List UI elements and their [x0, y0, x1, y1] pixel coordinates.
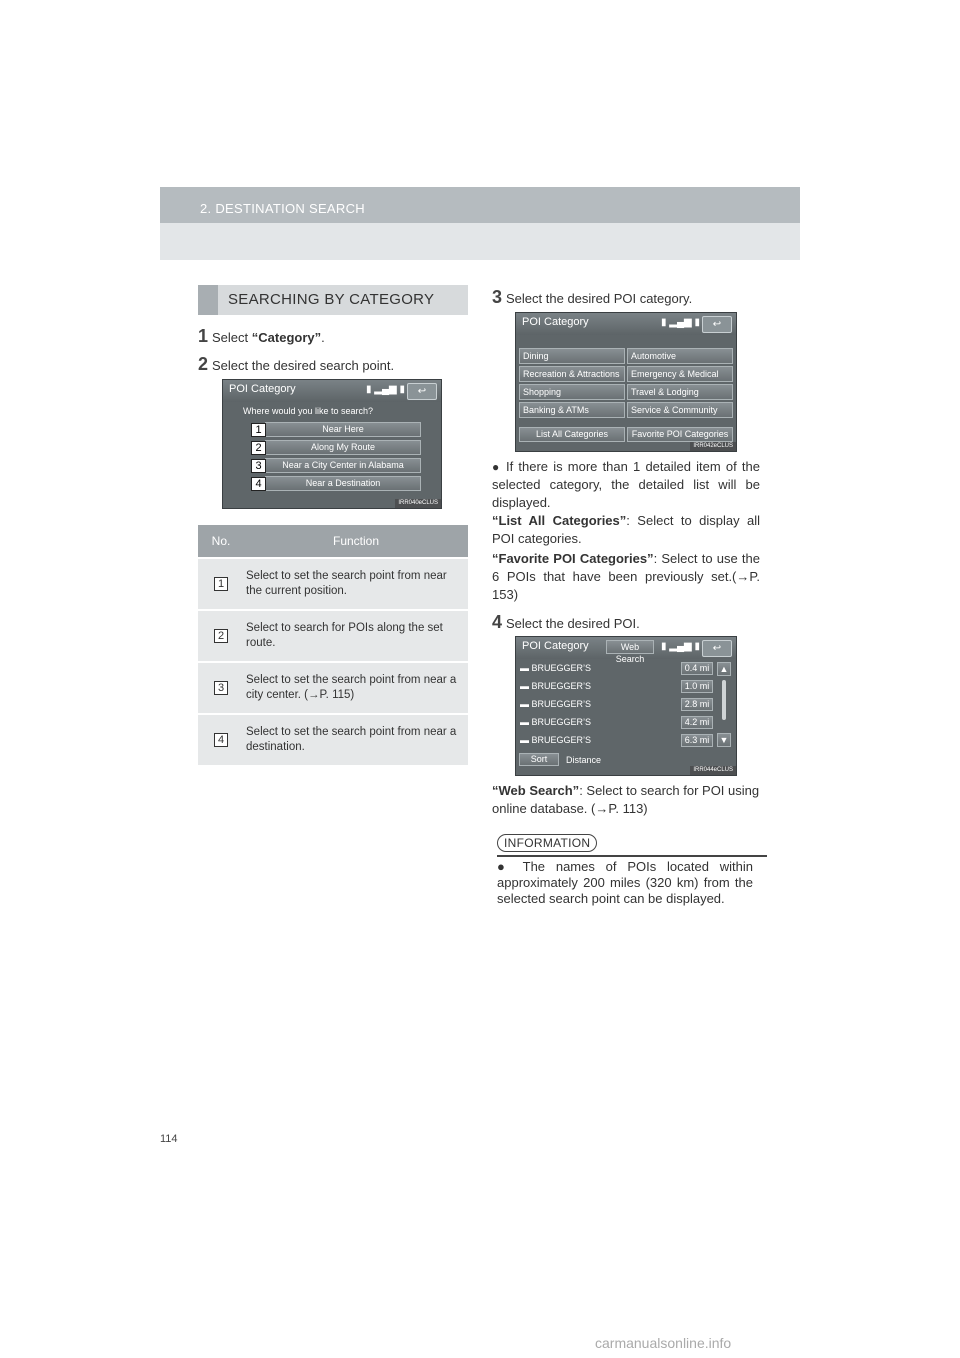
back-icon: ↩	[702, 316, 732, 333]
table-cell-function: Select to set the search point from near a city center. (→P. 115)	[244, 662, 468, 714]
category-banking: Banking & ATMs	[519, 402, 625, 418]
poi-icon: ▬	[520, 663, 529, 673]
header-section-title: 2. DESTINATION SEARCH	[200, 201, 365, 216]
poi-name: BRUEGGER’S	[531, 699, 592, 709]
screenshot-poi-categories	[515, 312, 737, 452]
callout-4: 4	[251, 477, 266, 491]
note-text: : Select to search for POI using online database. (→P. 113)	[492, 783, 760, 816]
screenshot-caption: IRR040eCLUS	[395, 499, 441, 508]
step-3	[492, 287, 692, 308]
list-item	[520, 681, 591, 691]
table-cell-no	[198, 610, 244, 662]
number-box: 1	[214, 577, 228, 591]
information-text: The names of POIs located within approximately 200 miles (320 km) from the selected search point can be displayed.	[497, 859, 753, 906]
category-automotive: Automotive	[627, 348, 733, 364]
web-search-button: Web Search	[606, 640, 654, 654]
poi-distance: 6.3 mi	[681, 734, 713, 747]
bullet-icon: ●	[492, 460, 501, 474]
list-all-categories-button: List All Categories	[519, 427, 625, 442]
step-4-text: Select the desired POI.	[506, 616, 640, 631]
sort-button: Sort	[519, 753, 559, 766]
category-dining: Dining	[519, 348, 625, 364]
note-text: If there is more than 1 detailed item of the selected category, the detailed list will be displayed.	[492, 459, 760, 510]
table-cell-function: Select to set the search point from near a destination.	[244, 714, 468, 765]
number-box: 4	[214, 733, 228, 747]
list-item	[520, 663, 591, 673]
table-cell-no	[198, 558, 244, 610]
poi-icon: ▬	[520, 717, 529, 727]
table-row	[198, 662, 468, 714]
poi-name: BRUEGGER’S	[531, 681, 592, 691]
callout-1: 1	[251, 423, 266, 437]
option-near-city-center: Near a City Center in Alabama	[265, 458, 421, 473]
category-shopping: Shopping	[519, 384, 625, 400]
step-2-text: Select the desired search point.	[212, 358, 395, 373]
category-service: Service & Community	[627, 402, 733, 418]
number-box: 2	[214, 629, 228, 643]
table-header-function: Function	[244, 525, 468, 558]
list-item	[520, 717, 591, 727]
bullet-icon: ●	[497, 859, 513, 874]
table-row	[198, 558, 468, 610]
note-label: “Favorite POI Categories”	[492, 551, 654, 566]
screen-title: POI Category	[522, 316, 589, 328]
list-item	[520, 699, 591, 709]
callout-3: 3	[251, 459, 266, 473]
number-box: 3	[214, 681, 228, 695]
sort-mode-label: Distance	[566, 755, 602, 765]
scroll-down-icon: ▼	[717, 733, 731, 747]
section-heading-marker	[198, 285, 218, 315]
step-4	[492, 612, 640, 633]
table-row	[198, 714, 468, 765]
information-rule	[497, 855, 767, 857]
note-text: : Select to display all POI categories.	[492, 513, 760, 546]
poi-name: BRUEGGER’S	[531, 717, 592, 727]
callout-2: 2	[251, 441, 266, 455]
screenshot-search-point	[222, 379, 442, 509]
note-text: : Select to use the 6 POIs that have been previously set.(→P. 153)	[492, 551, 760, 602]
information-note	[497, 859, 753, 907]
note-detailed-list	[492, 458, 760, 512]
signal-icon: ▮ ▂▄▆ ▮	[660, 317, 700, 328]
table-header-no: No.	[198, 525, 244, 558]
poi-icon: ▬	[520, 681, 529, 691]
step-4-number: 4	[492, 612, 503, 632]
scrollbar	[722, 680, 726, 720]
note-web-search	[492, 782, 760, 818]
option-near-here: Near Here	[265, 422, 421, 437]
function-table	[198, 525, 468, 765]
poi-icon: ▬	[520, 699, 529, 709]
step-1-quote: “Category”	[251, 330, 322, 345]
page-header	[160, 187, 800, 260]
screen-title: POI Category	[522, 640, 589, 652]
poi-icon: ▬	[520, 735, 529, 745]
option-near-destination: Near a Destination	[265, 476, 421, 491]
screen-prompt: Where would you like to search?	[243, 406, 374, 416]
back-icon: ↩	[407, 383, 437, 400]
step-1-period: .	[321, 330, 325, 345]
information-label: INFORMATION	[497, 834, 597, 852]
step-3-text: Select the desired POI category.	[506, 291, 693, 306]
table-cell-function: Select to set the search point from near the current position.	[244, 558, 468, 610]
table-cell-function: Select to search for POIs along the set route.	[244, 610, 468, 662]
category-recreation: Recreation & Attractions	[519, 366, 625, 382]
poi-distance: 2.8 mi	[681, 698, 713, 711]
poi-distance: 0.4 mi	[681, 662, 713, 675]
page-number: 114	[160, 1133, 178, 1145]
poi-name: BRUEGGER’S	[531, 735, 592, 745]
note-favorite	[492, 550, 760, 604]
table-header-row	[198, 525, 468, 558]
step-1-text: Select	[212, 330, 252, 345]
watermark: carmanualsonline.info	[595, 1335, 732, 1351]
scroll-up-icon: ▲	[717, 662, 731, 676]
step-3-number: 3	[492, 287, 503, 307]
table-cell-no	[198, 662, 244, 714]
step-2	[198, 354, 394, 375]
favorite-poi-categories-button: Favorite POI Categories	[627, 427, 733, 442]
table-row	[198, 610, 468, 662]
note-label: “List All Categories”	[492, 513, 627, 528]
poi-distance: 1.0 mi	[681, 680, 713, 693]
note-label: “Web Search”	[492, 783, 580, 798]
category-travel: Travel & Lodging	[627, 384, 733, 400]
option-along-route: Along My Route	[265, 440, 421, 455]
list-item	[520, 735, 591, 745]
table-cell-no	[198, 714, 244, 765]
screenshot-caption: IRR042eCLUS	[690, 442, 736, 451]
section-heading-title: SEARCHING BY CATEGORY	[228, 291, 435, 308]
screen-title: POI Category	[229, 383, 296, 395]
category-emergency: Emergency & Medical	[627, 366, 733, 382]
note-list-all	[492, 512, 760, 548]
step-2-number: 2	[198, 354, 209, 374]
step-1-number: 1	[198, 326, 209, 346]
step-1	[198, 326, 325, 347]
poi-name: BRUEGGER’S	[531, 663, 592, 673]
section-heading	[198, 285, 468, 315]
signal-icon: ▮ ▂▄▆ ▮	[365, 384, 405, 395]
signal-icon: ▮ ▂▄▆ ▮	[660, 641, 700, 652]
screenshot-caption: IRR044eCLUS	[690, 766, 736, 775]
poi-distance: 4.2 mi	[681, 716, 713, 729]
screenshot-poi-list	[515, 636, 737, 776]
back-icon: ↩	[702, 640, 732, 657]
